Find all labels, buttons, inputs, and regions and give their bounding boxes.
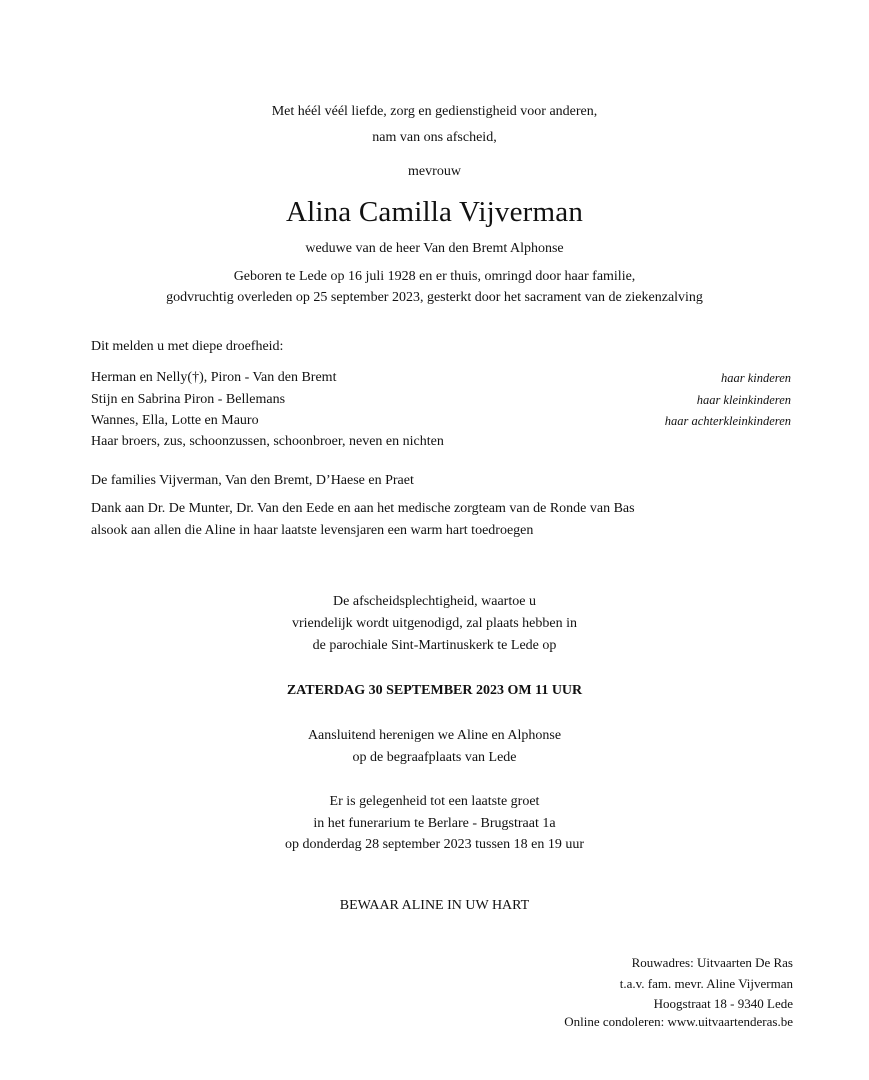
family-names-1: Herman en Nelly(†), Piron - Van den Bremt bbox=[91, 370, 337, 385]
family-relation-1: haar kinderen bbox=[720, 371, 791, 385]
ceremony-date: ZATERDAG 30 SEPTEMBER 2023 OM 11 UUR bbox=[286, 683, 583, 698]
intro-title: mevrouw bbox=[408, 164, 461, 179]
families-line: De families Vijverman, Van den Bremt, D’Haese en Praet bbox=[91, 473, 414, 488]
thanks-line-2: alsook aan allen die Aline in haar laatste levensjaren een warm hart toedroegen bbox=[91, 523, 534, 538]
address-line-1: Rouwadres: Uitvaarten De Ras bbox=[631, 955, 793, 970]
widow-line: weduwe van de heer Van den Bremt Alphonse bbox=[305, 241, 564, 256]
intro-line-1: Met héél véél liefde, zorg en gedienstigheid voor anderen, bbox=[271, 104, 598, 119]
family-names-2: Stijn en Sabrina Piron - Bellemans bbox=[91, 392, 286, 407]
born-line: Geboren te Lede op 16 juli 1928 en er thuis, omringd door haar familie, bbox=[233, 269, 636, 284]
ceremony-line-1: De afscheidsplechtigheid, waartoe u bbox=[333, 594, 536, 609]
viewing-line-2: in het funerarium te Berlare - Brugstraat 1a bbox=[313, 816, 556, 831]
announce-line: Dit melden u met diepe droefheid: bbox=[91, 339, 284, 354]
intro-line-2: nam van ons afscheid, bbox=[372, 130, 497, 145]
viewing-line-1: Er is gelegenheid tot een laatste groet bbox=[329, 794, 540, 809]
family-relation-2: haar kleinkinderen bbox=[696, 393, 791, 407]
family-names-3: Wannes, Ella, Lotte en Mauro bbox=[91, 413, 259, 428]
deceased-name: Alina Camilla Vijverman bbox=[285, 196, 584, 228]
viewing-line-3: op donderdag 28 september 2023 tussen 18 en 19 uur bbox=[285, 837, 584, 852]
thanks-line-1: Dank aan Dr. De Munter, Dr. Van den Eede en aan het medische zorgteam van de Ronde van Bas bbox=[91, 501, 635, 516]
condolence-link[interactable]: Online condoleren: www.uitvaartenderas.be bbox=[564, 1014, 793, 1029]
address-line-3: Hoogstraat 18 - 9340 Lede bbox=[653, 996, 793, 1011]
burial-line-1: Aansluitend herenigen we Aline en Alphonse bbox=[307, 728, 562, 743]
address-line-2: t.a.v. fam. mevr. Aline Vijverman bbox=[619, 976, 793, 991]
closing-line: BEWAAR ALINE IN UW HART bbox=[339, 898, 530, 913]
family-names-4: Haar broers, zus, schoonzussen, schoonbroer, neven en nichten bbox=[91, 434, 444, 449]
ceremony-line-3: de parochiale Sint-Martinuskerk te Lede op bbox=[312, 638, 557, 653]
burial-line-2: op de begraafplaats van Lede bbox=[352, 750, 517, 765]
family-relation-3: haar achterkleinkinderen bbox=[664, 414, 791, 428]
died-line: godvruchtig overleden op 25 september 2023, gesterkt door het sacrament van de ziekenzalving bbox=[166, 290, 703, 305]
ceremony-line-2: vriendelijk wordt uitgenodigd, zal plaats hebben in bbox=[292, 616, 577, 631]
